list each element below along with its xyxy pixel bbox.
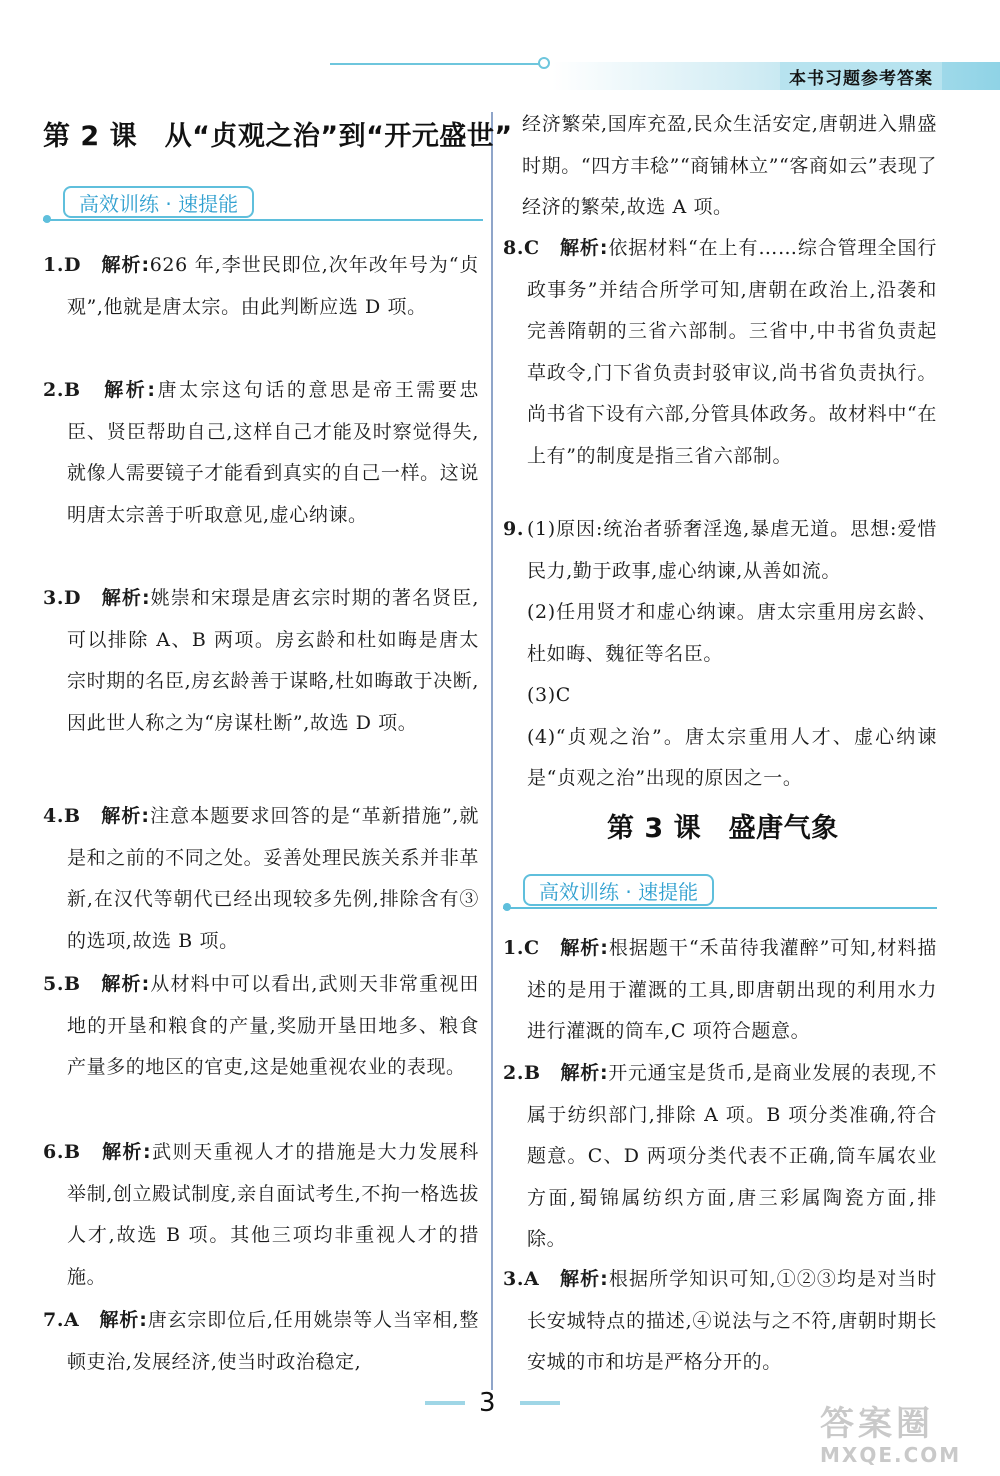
answer-label: 解析: — [560, 1062, 609, 1084]
lesson-3-answer-2 — [503, 1053, 937, 1261]
header-dot — [538, 57, 550, 69]
badge-label: 高效训练 · 速提能 — [63, 186, 254, 218]
answer-6 — [43, 1132, 479, 1298]
answer-number: 8.C — [503, 237, 540, 259]
answer-label: 解析: — [104, 379, 156, 401]
answer-number: 4.B — [43, 805, 81, 827]
answer-label: 解析: — [101, 805, 150, 827]
lesson-2-badge — [43, 186, 483, 230]
badge-underline — [503, 907, 937, 909]
answer-9-part-3: (3)C — [527, 684, 571, 706]
answer-text: 注意本题要求回答的是“革新措施”,就是和之前的不同之处。妥善处理民族关系并非革新,在汉代等朝代已经出现较多先例,排除含有③的选项,故选 B 项。 — [67, 805, 479, 952]
answer-text: 武则天重视人才的措施是大力发展科举制,创立殿试制度,亲自面试考生,不拘一格选拔人才,故选 B 项。其他三项均非重视人才的措施。 — [67, 1141, 479, 1288]
answer-number: 1.C — [503, 937, 540, 959]
answer-number: 7.A — [43, 1309, 80, 1331]
answer-9-part-4: (4)“贞观之治”。唐太宗重用人才、虚心纳谏是“贞观之治”出现的原因之一。 — [527, 725, 937, 789]
lesson-2-title: 第 2 课 从“贞观之治”到“开元盛世” — [43, 121, 513, 152]
answer-number: 3.A — [503, 1268, 540, 1290]
answer-9 — [503, 509, 937, 800]
badge-label: 高效训练 · 速提能 — [523, 874, 714, 906]
answer-number: 1.D — [43, 254, 82, 276]
header-tag: 本书习题参考答案 — [780, 62, 942, 90]
badge-dot — [503, 903, 511, 911]
answer-label: 解析: — [559, 1268, 609, 1290]
footer-ornament-right — [520, 1401, 560, 1405]
answer-text: 姚崇和宋璟是唐玄宗时期的著名贤臣,可以排除 A、B 两项。房玄龄和杜如晦是唐太宗时期的名臣,房玄龄善于谋略,杜如晦敢于决断,因此世人称之为“房谋杜断”,故选 D 项。 — [67, 587, 480, 734]
answer-label: 解析: — [101, 973, 150, 995]
answer-text: 依据材料“在上有……综合管理全国行政事务”并结合所学可知,唐朝在政治上,沿袭和完善隋朝的三省六部制。三省中,中书省负责起草政令,门下省负责封驳审议,尚书省负责执行。尚书省下设有六部,分管具体政务。故材料中“在上有”的制度是指三省六部制。 — [527, 237, 937, 467]
badge-underline — [43, 219, 483, 221]
answer-7 — [43, 1300, 479, 1383]
answer-text: 626 年,李世民即位,次年改年号为“贞观”,他就是唐太宗。由此判断应选 D 项。 — [67, 254, 480, 318]
answer-label: 解析: — [101, 254, 150, 276]
answer-label: 解析: — [560, 937, 609, 959]
answer-9-part-2: (2)任用贤才和虚心纳谏。唐太宗重用房玄龄、杜如晦、魏征等名臣。 — [527, 601, 937, 665]
answer-text: 根据所学知识可知,①②③均是对当时长安城特点的描述,④说法与之不符,唐朝时期长安城的市和坊是严格分开的。 — [527, 1268, 937, 1373]
answer-4 — [43, 796, 479, 962]
answer-text: 唐太宗这句话的意思是帝王需要忠臣、贤臣帮助自己,这样自己才能及时察觉得失,就像人需要镜子才能看到真实的自己一样。这说明唐太宗善于听取意见,虚心纳谏。 — [67, 379, 479, 526]
answer-number: 9. — [503, 518, 525, 540]
header-rule — [330, 63, 540, 65]
answer-7-continued — [522, 104, 937, 229]
answer-number: 2.B — [503, 1062, 541, 1084]
footer-ornament-left — [425, 1401, 465, 1405]
answer-text: 唐玄宗即位后,任用姚崇等人当宰相,整顿吏治,发展经济,使当时政治稳定, — [67, 1309, 479, 1373]
answer-number: 3.D — [43, 587, 82, 609]
lesson-3-badge — [503, 874, 937, 918]
badge-dot — [43, 215, 51, 223]
page-number: 3 — [479, 1388, 496, 1418]
answer-number: 6.B — [43, 1141, 81, 1163]
lesson-3-answer-3 — [503, 1259, 937, 1384]
answer-text: 从材料中可以看出,武则天非常重视田地的开垦和粮食的产量,奖励开垦田地多、粮食产量多的地区的官吏,这是她重视农业的表现。 — [67, 973, 479, 1078]
lesson-3-answer-1 — [503, 928, 937, 1053]
answer-label: 解析: — [99, 1309, 148, 1331]
answer-9-part-1: (1)原因:统治者骄奢淫逸,暴虐无道。思想:爱惜民力,勤于政事,虚心纳谏,从善如流。 — [527, 518, 937, 582]
answer-label: 解析: — [101, 587, 151, 609]
watermark — [820, 1405, 990, 1471]
answer-5 — [43, 964, 479, 1089]
column-divider — [491, 112, 493, 1390]
answer-8 — [503, 228, 937, 477]
watermark-title: 答案圈 — [820, 1404, 934, 1444]
lesson-3-title: 第 3 课 盛唐气象 — [607, 813, 839, 844]
answer-label: 解析: — [102, 1141, 152, 1163]
answer-number: 5.B — [43, 973, 81, 995]
answer-label: 解析: — [560, 237, 609, 259]
answer-text: 根据题干“禾苗待我灌醉”可知,材料描述的是用于灌溉的工具,即唐朝出现的利用水力进行灌溉的筒车,C 项符合题意。 — [527, 937, 937, 1042]
answer-2 — [43, 370, 479, 536]
watermark-url: MXQE.COM — [820, 1443, 962, 1467]
continued-text: 经济繁荣,国库充盈,民众生活安定,唐朝进入鼎盛时期。“四方丰稔”“商铺林立”“客商如云”表现了经济的繁荣,故选 A 项。 — [522, 113, 937, 218]
answer-text: 开元通宝是货币,是商业发展的表现,不属于纺织部门,排除 A 项。B 项分类准确,符合题意。C、D 两项分类代表不正确,筒车属农业方面,蜀锦属纺织方面,唐三彩属陶瓷方面,排除。 — [527, 1062, 937, 1250]
answer-1 — [43, 245, 479, 328]
answer-number: 2.B — [43, 379, 81, 401]
answer-3 — [43, 578, 479, 744]
